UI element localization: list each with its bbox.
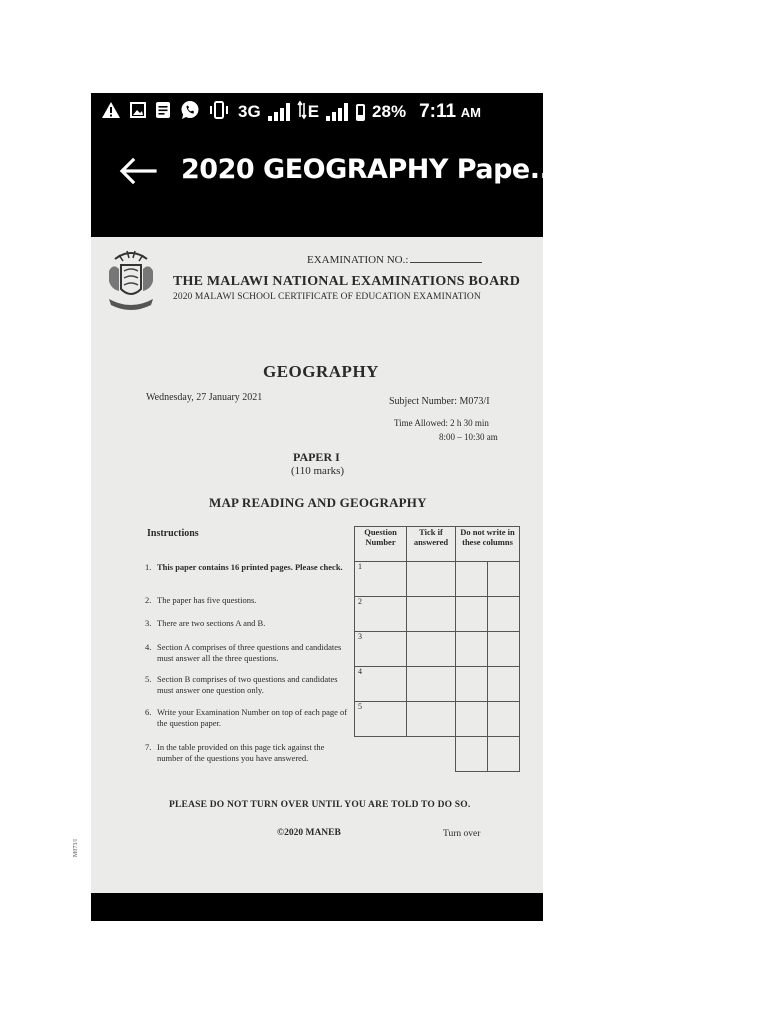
examiner-cell bbox=[488, 562, 520, 597]
column-header-do-not-write: Do not write in these columns bbox=[456, 527, 520, 562]
paper-label: PAPER I bbox=[293, 450, 340, 464]
clock bbox=[419, 101, 481, 123]
app-bar bbox=[91, 131, 559, 237]
time-range: 8:00 – 10:30 am bbox=[439, 432, 498, 442]
total-marks: (110 marks) bbox=[291, 465, 345, 477]
instructions-heading: Instructions bbox=[147, 528, 199, 539]
paper-section-title: MAP READING AND GEOGRAPHY bbox=[209, 495, 427, 510]
table-header-row bbox=[355, 527, 520, 562]
document-title: 2020 GEOGRAPHY Pape... bbox=[181, 154, 559, 185]
tick-cell[interactable] bbox=[407, 632, 456, 667]
examiner-cell bbox=[488, 667, 520, 702]
instruction-item: 5. Section B comprises of two questions and candidates must answer one question only. bbox=[145, 674, 338, 695]
whatsapp-icon bbox=[180, 100, 200, 125]
examiner-cell bbox=[488, 632, 520, 667]
turn-over-label: Turn over bbox=[443, 829, 481, 839]
tick-cell[interactable] bbox=[407, 702, 456, 737]
examination-number-label: EXAMINATION NO.: bbox=[307, 254, 409, 266]
instruction-item: 3. There are two sections A and B. bbox=[145, 618, 266, 628]
table-row bbox=[355, 632, 520, 667]
table-row bbox=[355, 562, 520, 597]
instruction-item: 2. The paper has five questions. bbox=[145, 595, 257, 605]
turn-over-warning: PLEASE DO NOT TURN OVER UNTIL YOU ARE TOLD TO DO SO. bbox=[169, 800, 471, 810]
clock-time: 7:11 bbox=[419, 101, 457, 122]
examiner-cell bbox=[488, 737, 520, 772]
instruction-item: 6. Write your Examination Number on top of each page of the question paper. bbox=[145, 707, 348, 728]
column-header-tick: Tick if answered bbox=[407, 527, 456, 562]
data-transfer-icon bbox=[298, 101, 306, 124]
board-subtitle: 2020 MALAWI SCHOOL CERTIFICATE OF EDUCATION EXAMINATION bbox=[173, 292, 481, 302]
examiner-cell bbox=[456, 702, 488, 737]
answer-table bbox=[354, 526, 520, 772]
examiner-cell bbox=[456, 562, 488, 597]
subject-heading: GEOGRAPHY bbox=[263, 362, 379, 381]
table-row bbox=[355, 702, 520, 737]
image-icon bbox=[130, 102, 146, 123]
question-number-cell: 1 bbox=[355, 562, 407, 597]
instruction-item: 7. In the table provided on this page tick against the number of the questions you have answered. bbox=[145, 742, 325, 763]
examiner-cell bbox=[456, 597, 488, 632]
signal-strength-icon bbox=[268, 103, 290, 121]
examiner-cell bbox=[488, 702, 520, 737]
question-number-cell: 4 bbox=[355, 667, 407, 702]
maneb-crest-logo bbox=[105, 245, 157, 317]
phone-screen bbox=[73, 93, 559, 921]
document-page bbox=[73, 237, 543, 893]
board-name: THE MALAWI NATIONAL EXAMINATIONS BOARD bbox=[173, 274, 521, 289]
examiner-cell bbox=[488, 597, 520, 632]
message-icon bbox=[155, 101, 171, 124]
copyright-notice: ©2020 MANEB bbox=[277, 828, 341, 838]
tick-cell[interactable] bbox=[407, 597, 456, 632]
vibrate-icon bbox=[209, 101, 229, 124]
battery-icon bbox=[356, 104, 365, 121]
clock-ampm: AM bbox=[460, 105, 481, 120]
subject-number: Subject Number: M073/I bbox=[389, 396, 490, 407]
tick-cell[interactable] bbox=[407, 562, 456, 597]
examiner-cell bbox=[456, 632, 488, 667]
time-allowed: Time Allowed: 2 h 30 min bbox=[394, 418, 489, 428]
table-row bbox=[355, 737, 520, 772]
instruction-item: 1. This paper contains 16 printed pages. Please check. bbox=[145, 562, 343, 572]
table-row bbox=[355, 667, 520, 702]
back-arrow-icon[interactable] bbox=[117, 153, 157, 189]
signal-strength-icon-2 bbox=[326, 103, 348, 121]
table-row bbox=[355, 597, 520, 632]
tick-cell[interactable] bbox=[407, 667, 456, 702]
side-code: M073/I bbox=[73, 839, 79, 857]
status-bar bbox=[91, 93, 543, 131]
question-number-cell: 3 bbox=[355, 632, 407, 667]
network-type-e: E bbox=[307, 102, 320, 121]
examination-number-field bbox=[307, 254, 482, 266]
warning-icon bbox=[101, 101, 121, 124]
exam-date: Wednesday, 27 January 2021 bbox=[146, 392, 263, 403]
column-header-question-number: Question Number bbox=[355, 527, 407, 562]
examiner-cell bbox=[456, 667, 488, 702]
instruction-item: 4. Section A comprises of three questions and candidates must answer all the three questions. bbox=[145, 642, 342, 663]
network-type-3g: 3G bbox=[238, 102, 261, 121]
question-number-cell: 5 bbox=[355, 702, 407, 737]
battery-percent: 28% bbox=[372, 102, 407, 121]
question-number-cell: 2 bbox=[355, 597, 407, 632]
examiner-cell bbox=[456, 737, 488, 772]
